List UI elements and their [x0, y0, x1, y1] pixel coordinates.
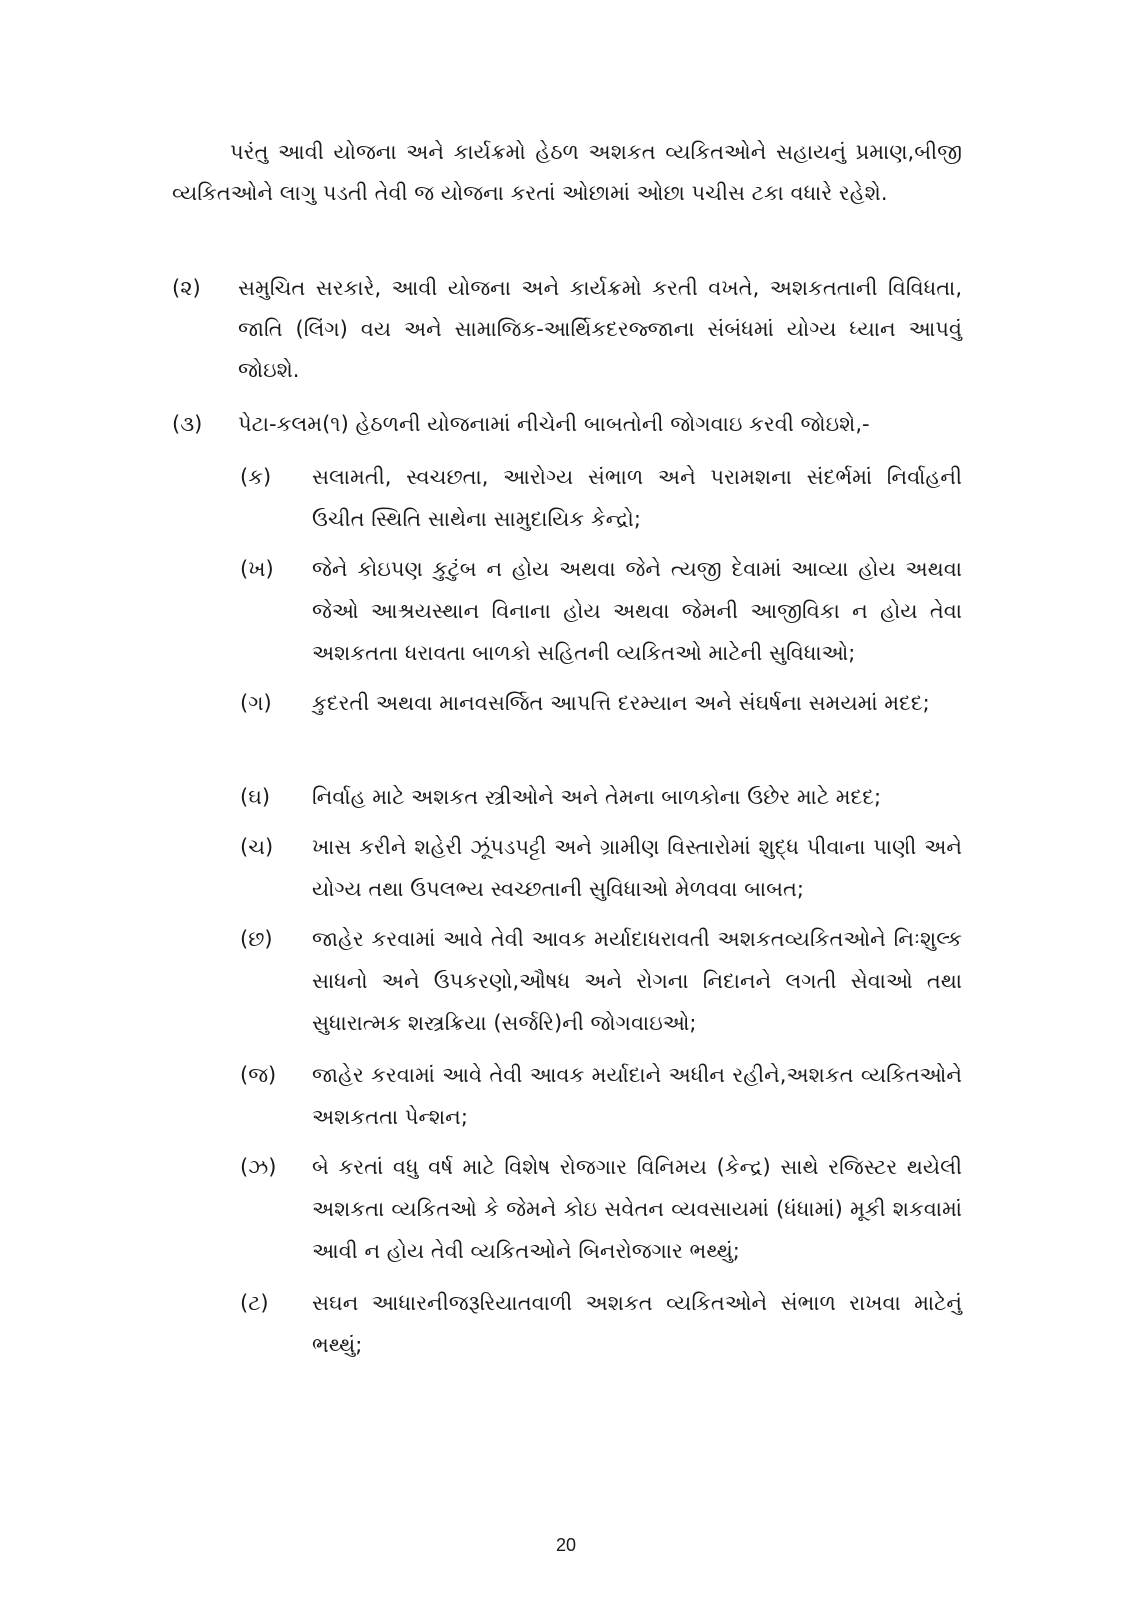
list-item: [240, 682, 962, 724]
list-item: [240, 1282, 962, 1366]
item-text: સઘન આધારનીજરૂરિયાતવાળી અશકત વ્યકિતઓને સંભાળ રાખવા માટેનું ભથ્થું;: [312, 1291, 962, 1357]
item-text: કુદરતી અથવા માનવસર્જિત આપત્તિ દરમ્યાન અને સંઘર્ષના સમયમાં મદદ;: [312, 691, 930, 715]
clause-number: (૩): [172, 412, 203, 436]
item-text: બે કરતાં વધુ વર્ષ માટે વિશેષ રોજગાર વિનિમય (કેન્દ્ર) સાથે રજિસ્ટર થયેલી અશકતા વ્યકિતઓ કે જેમને કોઇ સવેતન વ્યવસાયમાં (ધંધામાં) મૂકી શકવામાં આવી ન હોય તેવી વ્યકિતઓને બિનરોજગાર ભથ્થું;: [312, 1155, 962, 1263]
intro-paragraph: [172, 132, 962, 214]
list-item: [240, 826, 962, 910]
item-number: (ક): [240, 465, 272, 489]
clause-text: સમુચિત સરકારે, આવી યોજના અને કાર્યક્રમો કરતી વખતે, અશકતતાની વિવિધતા, જાતિ (લિંગ) વય અને સામાજિક-આર્થિકદરજ્જાના સંબંધમાં યોગ્ય ધ્યાન આપવું જોઇશે.: [238, 276, 962, 382]
item-number: (ટ): [240, 1291, 269, 1315]
item-text: નિર્વાહ માટે અશકત સ્ત્રીઓને અને તેમના બાળકોના ઉછેર માટે મદદ;: [312, 785, 882, 809]
clause-3: [172, 404, 962, 445]
item-number: (ઝ): [240, 1155, 277, 1179]
list-item: [240, 776, 962, 818]
item-number: (ગ): [240, 691, 272, 715]
item-text: જાહેર કરવામાં આવે તેવી આવક મર્યાદાને અધીન રહીને,અશકત વ્યકિતઓને અશકતતા પેન્શન;: [312, 1063, 962, 1129]
list-item: [240, 548, 962, 674]
item-text: જાહેર કરવામાં આવે તેવી આવક મર્યાદાધરાવતી અશકતવ્યકિતઓને નિઃશુલ્ક સાધનો અને ઉપકરણો,ઔષધ અને રોગના નિદાનને લગતી સેવાઓ તથા સુધારાત્મક શસ્ત્રક્રિયા (સર્જરિ)ની જોગવાઇઓ;: [312, 927, 962, 1035]
item-text: સલામતી, સ્વચછતા, આરોગ્ય સંભાળ અને પરામશના સંદર્ભમાં નિર્વાહની ઉચીત સ્થિતિ સાથેના સામુદાયિક કેન્દ્રો;: [312, 465, 962, 531]
item-number: (ખ): [240, 557, 274, 581]
page-number: 20: [555, 1535, 577, 1555]
clause-text: પેટા-કલમ(૧) હેઠળની યોજનામાં નીચેની બાબતોની જોગવાઇ કરવી જોઇશે,-: [238, 412, 870, 436]
item-number: (છ): [240, 927, 273, 951]
list-item: [240, 1146, 962, 1272]
list-item: [240, 456, 962, 540]
intro-paragraph-text: પરંતુ આવી યોજના અને કાર્યક્રમો હેઠળ અશકત વ્યકિતઓને સહાયનું પ્રમાણ,બીજી વ્યકિતઓને લાગુ પડતી તેવી જ યોજના કરતાં ઓછામાં ઓછા પચીસ ટકા વધારે રહેશે.: [172, 140, 962, 205]
clause-2: [172, 268, 962, 391]
list-item: [240, 918, 962, 1044]
item-number: (ચ): [240, 835, 274, 859]
item-text: જેને કોઇપણ કુટુંબ ન હોય અથવા જેને ત્યજી દેવામાં આવ્યા હોય અથવા જેઓ આશ્રયસ્થાન વિનાના હોય અથવા જેમની આજીવિકા ન હોય તેવા અશકતતા ધરાવતા બાળકો સહિતની વ્યકિતઓ માટેની સુવિધાઓ;: [312, 557, 962, 665]
item-text: ખાસ કરીને શહેરી ઝૂંપડપટ્ટી અને ગ્રામીણ વિસ્તારોમાં શુદ્ધ પીવાના પાણી અને યોગ્ય તથા ઉપલભ્ય સ્વચ્છતાની સુવિધાઓ મેળવવા બાબત;: [312, 835, 962, 901]
item-number: (જ): [240, 1063, 277, 1087]
clause-number: (૨): [172, 276, 201, 300]
list-item: [240, 1054, 962, 1138]
item-number: (ઘ): [240, 785, 271, 809]
